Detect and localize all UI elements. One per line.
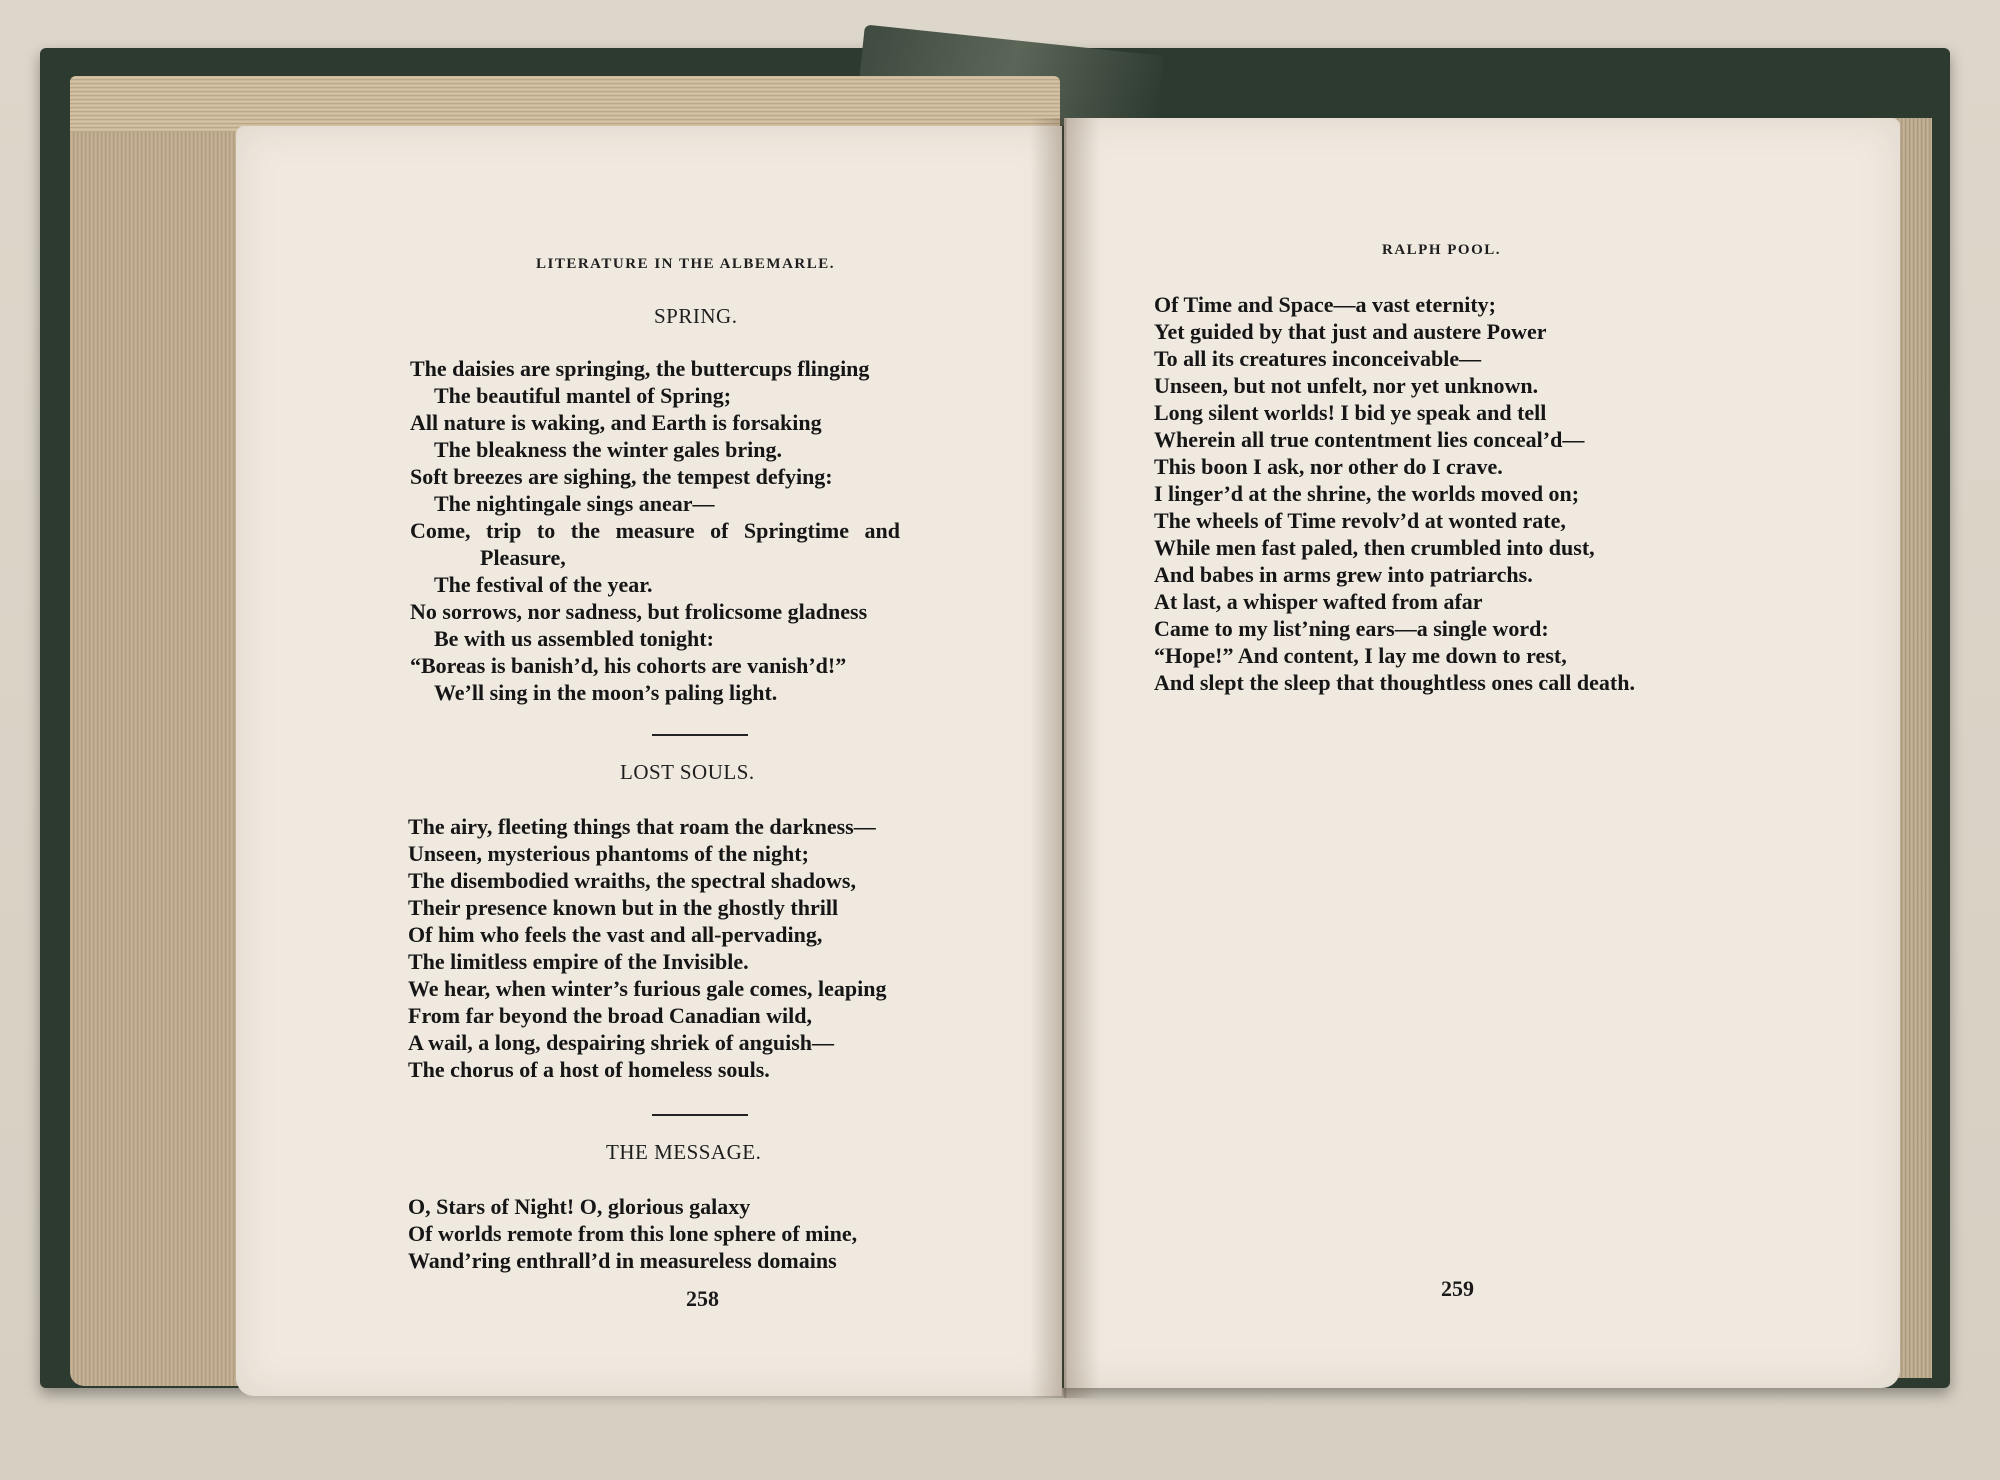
poem-line: From far beyond the broad Canadian wild, [408,1003,813,1028]
poem-line: We hear, when winter’s furious gale comes, leaping [408,976,887,1001]
poem-line: The bleakness the winter gales bring. [434,437,782,462]
poem-line: Wherein all true contentment lies conceal’d— [1154,427,1585,452]
poem-line: The disembodied wraiths, the spectral shadows, [408,868,856,893]
section-divider [652,1114,748,1116]
right-page-number: 259 [1441,1276,1474,1301]
poem-line: Yet guided by that just and austere Power [1154,319,1547,344]
right-running-head: RALPH POOL. [1382,242,1502,258]
section-divider [652,734,748,736]
poem-title-spring: SPRING. [654,304,738,328]
poem-line: Came to my list’ning ears—a single word: [1154,616,1549,641]
poem-line: The beautiful mantel of Spring; [434,383,732,408]
poem-line: Wand’ring enthrall’d in measureless domains [408,1248,837,1273]
poem-line: The chorus of a host of homeless souls. [408,1057,770,1082]
poem-line: The festival of the year. [434,572,653,597]
poem-line: The nightingale sings anear— [434,491,715,516]
poem-line: All nature is waking, and Earth is forsaking [410,410,822,435]
poem-line: And babes in arms grew into patriarchs. [1154,562,1533,587]
poem-line: Be with us assembled tonight: [434,626,714,651]
poem-line: O, Stars of Night! O, glorious galaxy [408,1194,751,1219]
poem-line: Soft breezes are sighing, the tempest defying: [410,464,833,489]
left-page-number: 258 [686,1286,719,1311]
poem-line: I linger’d at the shrine, the worlds moved on; [1154,481,1580,506]
poem-line: Of Time and Space—a vast eternity; [1154,292,1496,317]
poem-line: The limitless empire of the Invisible. [408,949,749,974]
poem-line: A wail, a long, despairing shriek of anguish— [408,1030,835,1055]
poem-line: Pleasure, [480,545,566,570]
poem-line: “Boreas is banish’d, his cohorts are vanish’d!” [410,653,847,678]
left-running-head: LITERATURE IN THE ALBEMARLE. [536,256,836,272]
poem-line: Come, trip to the measure of Springtime and [410,518,900,543]
poem-line: Unseen, mysterious phantoms of the night; [408,841,809,866]
poem-line: To all its creatures inconceivable— [1154,346,1482,371]
poem-line: While men fast paled, then crumbled into dust, [1154,535,1595,560]
poem-line: The airy, fleeting things that roam the darkness— [408,814,876,839]
page-edges-left [70,76,250,1386]
poem-line: No sorrows, nor sadness, but frolicsome gladness [410,599,868,624]
page-edges-top [70,76,1060,132]
poem-line: “Hope!” And content, I lay me down to rest, [1154,643,1567,668]
poem-line: And slept the sleep that thoughtless ones call death. [1154,670,1635,695]
poem-line: The wheels of Time revolv’d at wonted rate, [1154,508,1566,533]
poem-title-lost-souls: LOST SOULS. [620,760,755,784]
poem-line: We’ll sing in the moon’s paling light. [434,680,778,705]
poem-line: Long silent worlds! I bid ye speak and tell [1154,400,1547,425]
poem-line: At last, a whisper wafted from afar [1154,589,1483,614]
book-gutter [1030,118,1100,1398]
poem-line: Of worlds remote from this lone sphere of mine, [408,1221,858,1246]
poem-title-the-message: THE MESSAGE. [606,1140,762,1164]
poem-line: Their presence known but in the ghostly thrill [408,895,839,920]
poem-line: The daisies are springing, the buttercups flinging [410,356,870,381]
poem-line: This boon I ask, nor other do I crave. [1154,454,1503,479]
poem-line: Of him who feels the vast and all-pervading, [408,922,823,947]
poem-line: Unseen, but not unfelt, nor yet unknown. [1154,373,1539,398]
